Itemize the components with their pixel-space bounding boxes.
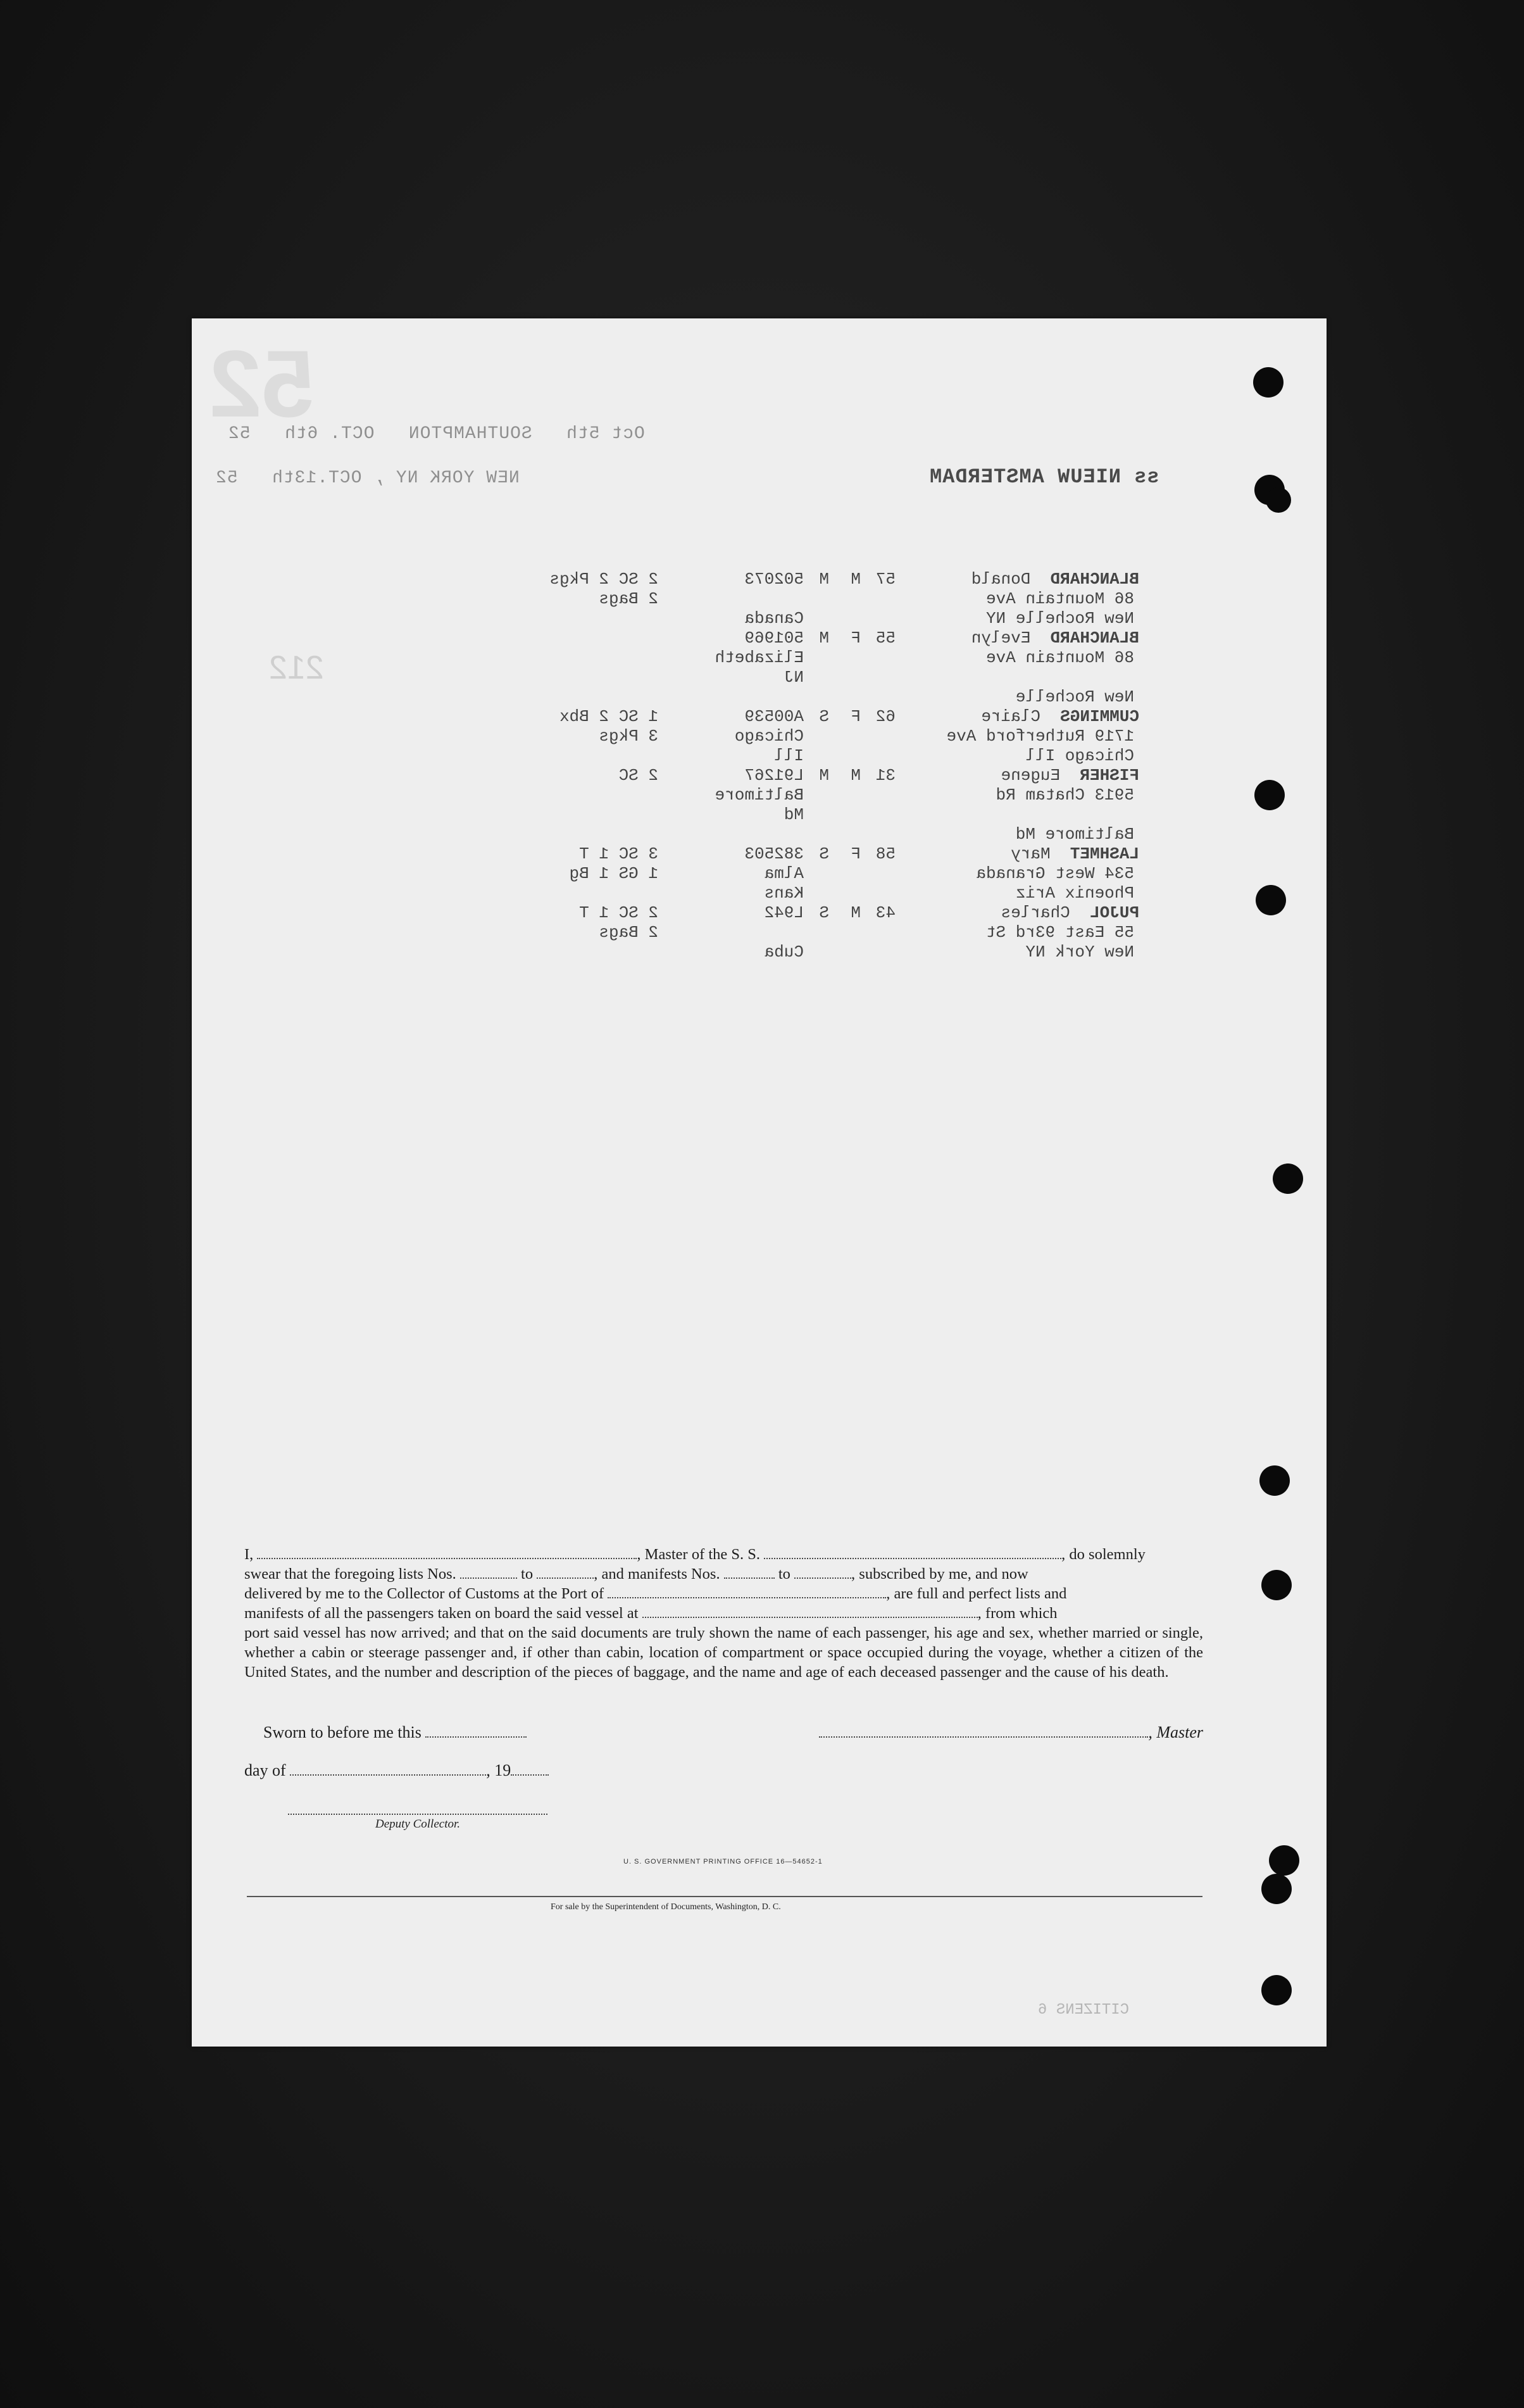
passenger-baggage: 3 Pkgs xyxy=(599,727,658,746)
passenger-age: 58 xyxy=(875,844,896,863)
side-mark: 212 xyxy=(269,649,324,686)
passenger-row xyxy=(443,727,1139,746)
passenger-given-or-address: Claire xyxy=(981,707,1040,726)
passenger-name xyxy=(981,707,1139,727)
passenger-name xyxy=(986,923,1134,943)
passenger-given-or-address: Chicago Ill xyxy=(1025,746,1134,765)
passenger-sex: F xyxy=(851,629,861,648)
oath-line-2: swear that the foregoing lists Nos. to , and manifests Nos. to , subscribed by me, and now xyxy=(244,1565,1028,1583)
bottom-ghost-text: CITIZENS 6 xyxy=(1038,2002,1130,2019)
passenger-name xyxy=(986,609,1134,629)
passenger-age: 31 xyxy=(875,766,896,785)
passenger-baggage: 1 SC 2 Bbx xyxy=(559,707,658,726)
passenger-cert: Cuba xyxy=(764,943,804,962)
passenger-row xyxy=(443,570,1139,589)
ship-name: ss NIEUW AMSTERDAM xyxy=(929,465,1159,489)
passenger-age: 43 xyxy=(875,903,896,922)
punch-hole xyxy=(1253,367,1284,398)
passenger-cert: NJ xyxy=(784,668,804,687)
passenger-baggage: 1 GS 1 Bg xyxy=(569,864,658,883)
punch-hole xyxy=(1256,885,1286,915)
passenger-given-or-address: Charles xyxy=(1001,903,1070,922)
passenger-married: S xyxy=(819,903,829,922)
list-to-blank[interactable] xyxy=(537,1566,594,1579)
oath-line-4: manifests of all the passengers taken on board the said vessel at , from which xyxy=(244,1605,1058,1622)
passenger-sex: F xyxy=(851,844,861,863)
ghost-header-line-1: Oct 5th SOUTHAMPTON OCT. 6th 52 xyxy=(228,424,645,444)
passenger-baggage: 2 SC 1 T xyxy=(579,903,658,922)
passenger-name xyxy=(1025,746,1134,766)
passenger-name xyxy=(1016,825,1134,844)
passenger-sex: F xyxy=(851,707,861,726)
punch-hole xyxy=(1261,1975,1292,2005)
printing-office-line: U. S. GOVERNMENT PRINTING OFFICE 16—54652-1 xyxy=(623,1858,823,1866)
passenger-given-or-address: 55 East 93rd St xyxy=(985,923,1134,942)
passenger-given-or-address: 1719 Rutherford Ave xyxy=(946,727,1134,746)
sworn-date-blank[interactable] xyxy=(425,1725,527,1738)
passenger-surname: FISHER xyxy=(1080,766,1139,785)
passenger-cert: Alma xyxy=(764,864,804,883)
punch-hole xyxy=(1254,780,1285,810)
passenger-row xyxy=(443,589,1139,609)
passenger-name xyxy=(1001,903,1139,923)
passenger-age: 62 xyxy=(875,707,896,726)
passenger-married: S xyxy=(819,844,829,863)
passenger-cert: Chicago xyxy=(734,727,804,746)
year-blank[interactable] xyxy=(511,1763,549,1776)
passenger-given-or-address: 86 Mountain Ave xyxy=(985,589,1134,608)
ghost-header-line-2: NEW YORK NY , OCT.13th 52 xyxy=(215,468,520,488)
passenger-given-or-address: Donald xyxy=(971,570,1031,589)
passenger-given-or-address: Eugene xyxy=(1001,766,1061,785)
passenger-name xyxy=(971,570,1139,589)
passenger-name xyxy=(971,629,1139,648)
passenger-name xyxy=(996,786,1134,805)
passenger-baggage: 3 SC 1 T xyxy=(579,844,658,863)
passenger-cert: Baltimore xyxy=(715,786,804,805)
master-name-blank[interactable] xyxy=(257,1546,637,1559)
passenger-name xyxy=(986,648,1134,668)
punch-hole xyxy=(1266,487,1291,513)
footer-divider xyxy=(247,1896,1202,1897)
passenger-row xyxy=(443,687,1139,707)
passenger-cert: Kans xyxy=(764,884,804,903)
oath-body: port said vessel has now arrived; and that on the said documents are truly shown the name of each passenger, his age and sex, whether married or single, whether a cabin or steerage passenger and, if other than cabin, location of compartment or space occupied during the voyage, whether a citizen of the United States, and the number and description of the pieces of baggage, and the name and age of each deceased passenger and the cause of his death. xyxy=(244,1624,1203,1681)
passenger-row xyxy=(443,903,1139,923)
passenger-given-or-address: Baltimore Md xyxy=(1015,825,1134,844)
passenger-row xyxy=(443,629,1139,648)
passenger-cert: A00539 xyxy=(744,707,804,726)
passenger-sex: M xyxy=(851,903,861,922)
passenger-married: S xyxy=(819,707,829,726)
port-blank[interactable] xyxy=(608,1586,886,1598)
passenger-married: M xyxy=(819,766,829,785)
passenger-married: M xyxy=(819,629,829,648)
day-blank[interactable] xyxy=(290,1763,486,1776)
passenger-name xyxy=(1011,844,1139,864)
passenger-surname: CUMMINGS xyxy=(1060,707,1139,726)
day-row: day of , 19 xyxy=(244,1761,1203,1780)
passenger-given-or-address: New York NY xyxy=(1025,943,1134,962)
passenger-row xyxy=(443,805,1139,825)
passenger-sex: M xyxy=(851,766,861,785)
passenger-married: M xyxy=(819,570,829,589)
passenger-baggage: 2 Bags xyxy=(599,923,658,942)
passenger-surname: LASHMET xyxy=(1070,844,1139,863)
punch-hole xyxy=(1273,1163,1303,1194)
passenger-given-or-address: Evelyn xyxy=(971,629,1031,648)
passenger-row xyxy=(443,668,1139,687)
ship-name-blank[interactable] xyxy=(764,1546,1061,1559)
deputy-collector-label: Deputy Collector. xyxy=(288,1814,547,1831)
passenger-given-or-address: New Rochelle NY xyxy=(985,609,1134,628)
oath-line-3: delivered by me to the Collector of Customs at the Port of , are full and perfect lists and xyxy=(244,1585,1067,1602)
ghost-page-number: 52 xyxy=(209,330,315,437)
passenger-cert: L942 xyxy=(764,903,804,922)
passenger-surname: BLANCHARD xyxy=(1050,570,1139,589)
passenger-cert: 382503 xyxy=(744,844,804,863)
passenger-row xyxy=(443,864,1139,884)
passenger-cert: 501969 xyxy=(744,629,804,648)
passenger-surname: PUJOL xyxy=(1089,903,1139,922)
passenger-row xyxy=(443,786,1139,805)
passenger-given-or-address: 534 West Granada xyxy=(976,864,1134,883)
passenger-list xyxy=(443,570,1139,962)
passenger-baggage: 2 SC 2 Pkgs xyxy=(549,570,658,589)
passenger-baggage: 2 SC xyxy=(618,766,658,785)
oath-line-1: I, , Master of the S. S. , do solemnly xyxy=(244,1546,1146,1563)
master-signature-blank[interactable] xyxy=(819,1725,1148,1738)
list-from-blank[interactable] xyxy=(460,1566,517,1579)
passenger-name xyxy=(1016,884,1134,903)
passenger-cert: L91267 xyxy=(744,766,804,785)
passenger-row xyxy=(443,884,1139,903)
passenger-given-or-address: 86 Mountain Ave xyxy=(985,648,1134,667)
passenger-cert: Canada xyxy=(744,609,804,628)
manifest-from-blank[interactable] xyxy=(724,1566,775,1579)
passenger-age: 55 xyxy=(875,629,896,648)
passenger-given-or-address: 5913 Chatam Rd xyxy=(996,786,1134,805)
punch-hole xyxy=(1261,1874,1292,1904)
passenger-surname: BLANCHARD xyxy=(1050,629,1139,648)
passenger-row xyxy=(443,943,1139,962)
passenger-row xyxy=(443,766,1139,786)
passenger-row xyxy=(443,746,1139,766)
punch-hole xyxy=(1269,1845,1299,1876)
punch-hole xyxy=(1259,1465,1290,1496)
oath-text xyxy=(244,1545,1203,1682)
passenger-name xyxy=(1001,766,1139,786)
passenger-baggage: 2 Bags xyxy=(599,589,658,608)
passenger-cert: Elizabeth xyxy=(715,648,804,667)
passenger-given-or-address: Mary xyxy=(1011,844,1051,863)
departure-port-blank[interactable] xyxy=(642,1605,978,1618)
passenger-name xyxy=(1025,943,1134,962)
passenger-cert: 502073 xyxy=(744,570,804,589)
passenger-name xyxy=(1016,687,1134,707)
passenger-row xyxy=(443,648,1139,668)
passenger-sex: M xyxy=(851,570,861,589)
passenger-given-or-address: New Rochelle xyxy=(1015,687,1134,706)
passenger-cert: Md xyxy=(784,805,804,824)
passenger-name xyxy=(947,727,1134,746)
punch-hole xyxy=(1261,1570,1292,1600)
passenger-row xyxy=(443,825,1139,844)
sale-notice: For sale by the Superintendent of Documents, Washington, D. C. xyxy=(551,1902,781,1912)
passenger-age: 57 xyxy=(875,570,896,589)
passenger-row xyxy=(443,609,1139,629)
manifest-to-blank[interactable] xyxy=(794,1566,851,1579)
passenger-row xyxy=(443,923,1139,943)
sworn-row: Sworn to before me this , Master xyxy=(263,1723,1203,1741)
passenger-given-or-address: Phoenix Ariz xyxy=(1015,884,1134,903)
passenger-row xyxy=(443,844,1139,864)
passenger-cert: Ill xyxy=(774,746,804,765)
passenger-name xyxy=(976,864,1134,884)
passenger-name xyxy=(986,589,1134,609)
passenger-row xyxy=(443,707,1139,727)
